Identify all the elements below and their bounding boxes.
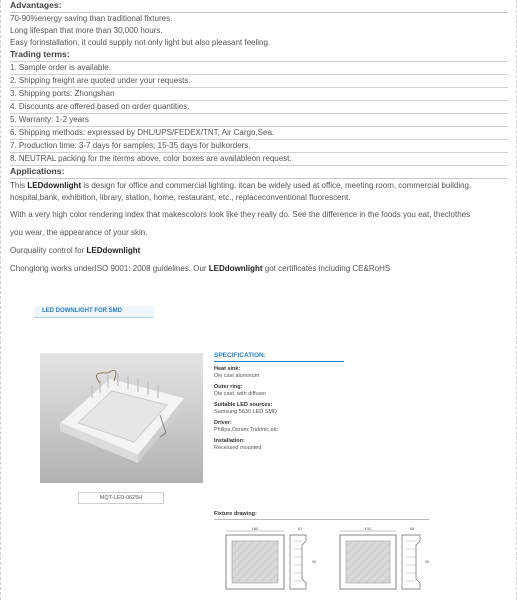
trading-term: 7. Production time: 3-7 days for samples; 15-35 days for bulkorders.	[10, 140, 508, 153]
trading-term: 6. Shipping methods: expressed by DHL/UPS/FEDEX/TNT, Air Cargo,Sea.	[10, 127, 508, 140]
spec-label: Suitable LED sources:	[214, 402, 273, 408]
trading-term: 3. Shipping ports: Zhongshan	[10, 88, 508, 101]
spec-label: Driver:	[214, 420, 232, 426]
product-name: LEDdownlight	[208, 264, 263, 273]
product-banner: LED DOWNLIGHT FOR SMD	[34, 306, 154, 318]
quality-control-line	[10, 242, 508, 260]
spec-value: Philips,Osram,Tridonic,etc	[214, 427, 278, 433]
spec-value: Die cast, with diffuser	[214, 391, 267, 397]
drawing-side-label: 95	[425, 560, 429, 564]
drawing-width-label: 180	[251, 527, 259, 531]
downlight-image	[40, 353, 203, 483]
photo-caption: MQT-LED-0625H	[78, 492, 164, 504]
color-rendering-paragraph	[10, 206, 508, 242]
drawing-depth-label: 58	[409, 527, 415, 531]
advantage-line: Easy forinstallation, it could supply not only light but also pleasant feeling.	[10, 38, 271, 47]
product-description	[10, 0, 508, 278]
spec-label: Installation:	[214, 438, 245, 444]
spec-label: Heat sink:	[214, 366, 241, 372]
text: Ourquality control for	[10, 246, 87, 255]
trading-term: 8. NEUTRAL packing for the iterms above, color boxes are availableon request.	[10, 153, 508, 166]
text: With a very high color rendering index that makescolors look like they really do. See the difference in the foods you eat, theclothes	[10, 210, 471, 219]
trading-term: 1. Sample order is available.	[10, 62, 508, 75]
product-name: LEDdownlight	[27, 181, 82, 190]
trading-term: 2. Shipping freight are quoted under your requests.	[10, 75, 508, 88]
fixture-drawing-1	[216, 527, 316, 593]
certification-line	[10, 260, 508, 278]
spec-label: Outer ring:	[214, 384, 243, 390]
spec-value: Die cast aluminum	[214, 373, 260, 379]
advantages-heading: Advantages:	[10, 0, 508, 13]
drawing-side-label: 95	[312, 560, 316, 564]
advantage-line: 70-90%energy saving than traditional fixtures.	[10, 14, 173, 23]
text: Chonglong works underISO 9001: 2008 guidelines. Our	[10, 264, 209, 273]
applications-paragraph	[10, 180, 508, 204]
fixture-drawing-2	[334, 527, 434, 593]
specification-heading: SPECIFICATION:	[214, 352, 344, 362]
drawing-width-label: 150	[364, 527, 372, 531]
text: is design for office and commercial lighting. itcan be widely used at office, meeting room, commercial building,	[81, 181, 472, 190]
fixture-drawing-heading: Fixture drawing:	[214, 511, 429, 520]
specification	[214, 352, 414, 456]
spec-value: Recessed mounted	[214, 445, 262, 451]
text: you wear, the appearance of your skin.	[10, 228, 148, 237]
drawing-depth-label: 51	[297, 527, 303, 531]
applications-heading: Applications:	[10, 166, 508, 179]
trading-term: 4. Discounts are offered based on order quantities.	[10, 101, 508, 114]
text: hospital,bank, exhibition, library, station, home, restaurant, etc., replaceconventional fluorescent.	[10, 193, 351, 202]
advantage-line: Long lifespan that more than 30,000 hours.	[10, 26, 163, 35]
downlight-photo	[40, 353, 203, 483]
spec-value: Samsung 5630 LED SMD	[214, 409, 277, 415]
trading-terms-heading: Trading terms:	[10, 49, 508, 62]
product-name: LEDdownlight	[86, 246, 141, 255]
text: This	[10, 181, 28, 190]
text: got certificates including CE&RoHS	[262, 264, 391, 273]
trading-term: 5. Warranty: 1-2 years	[10, 114, 508, 127]
